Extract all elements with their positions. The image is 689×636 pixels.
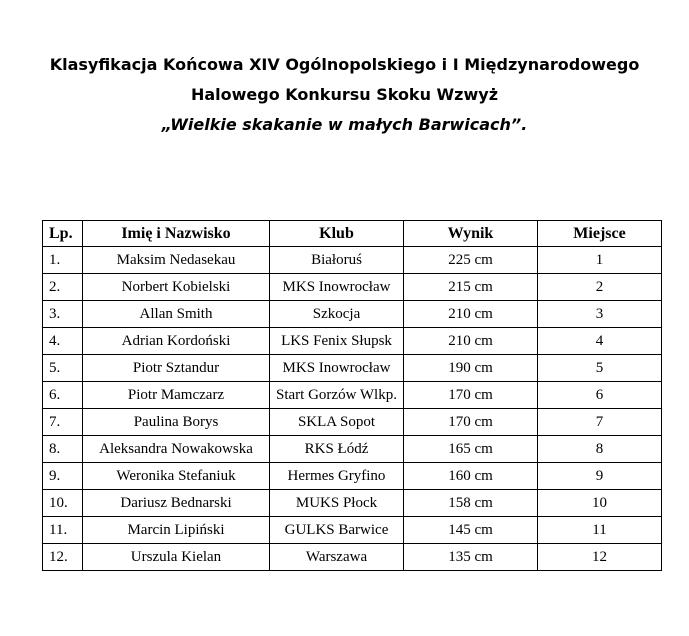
table-row	[43, 301, 662, 328]
cell-name: Marcin Lipiński	[83, 517, 270, 544]
cell-lp: 1.	[43, 247, 83, 274]
table-row	[43, 463, 662, 490]
cell-name: Piotr Mamczarz	[83, 382, 270, 409]
cell-place: 10	[538, 490, 662, 517]
cell-club: MKS Inowrocław	[270, 274, 404, 301]
cell-result: 160 cm	[404, 463, 538, 490]
results-table	[42, 220, 662, 571]
header-lp: Lp.	[43, 221, 83, 247]
cell-place: 8	[538, 436, 662, 463]
cell-result: 170 cm	[404, 409, 538, 436]
cell-name: Urszula Kielan	[83, 544, 270, 571]
cell-lp: 12.	[43, 544, 83, 571]
table-row	[43, 382, 662, 409]
table-row	[43, 490, 662, 517]
header-name: Imię i Nazwisko	[83, 221, 270, 247]
table-row	[43, 355, 662, 382]
cell-club: Szkocja	[270, 301, 404, 328]
cell-club: Białoruś	[270, 247, 404, 274]
cell-name: Weronika Stefaniuk	[83, 463, 270, 490]
cell-result: 145 cm	[404, 517, 538, 544]
cell-place: 1	[538, 247, 662, 274]
table-row	[43, 409, 662, 436]
cell-result: 225 cm	[404, 247, 538, 274]
cell-lp: 2.	[43, 274, 83, 301]
cell-place: 7	[538, 409, 662, 436]
cell-name: Aleksandra Nowakowska	[83, 436, 270, 463]
table-row	[43, 247, 662, 274]
document-title	[0, 50, 689, 140]
header-club: Klub	[270, 221, 404, 247]
cell-name: Piotr Sztandur	[83, 355, 270, 382]
cell-name: Paulina Borys	[83, 409, 270, 436]
table-body	[43, 247, 662, 571]
cell-lp: 9.	[43, 463, 83, 490]
table-row	[43, 436, 662, 463]
table-row	[43, 274, 662, 301]
cell-lp: 10.	[43, 490, 83, 517]
title-line-1: Klasyfikacja Końcowa XIV Ogólnopolskiego i I Międzynarodowego	[49, 55, 640, 74]
cell-place: 5	[538, 355, 662, 382]
cell-club: LKS Fenix Słupsk	[270, 328, 404, 355]
cell-lp: 8.	[43, 436, 83, 463]
cell-result: 170 cm	[404, 382, 538, 409]
cell-club: Start Gorzów Wlkp.	[270, 382, 404, 409]
cell-place: 6	[538, 382, 662, 409]
cell-name: Dariusz Bednarski	[83, 490, 270, 517]
cell-lp: 4.	[43, 328, 83, 355]
cell-name: Adrian Kordoński	[83, 328, 270, 355]
cell-club: MKS Inowrocław	[270, 355, 404, 382]
cell-result: 135 cm	[404, 544, 538, 571]
cell-result: 215 cm	[404, 274, 538, 301]
cell-place: 12	[538, 544, 662, 571]
table-header-row	[43, 221, 662, 247]
cell-result: 190 cm	[404, 355, 538, 382]
title-line-2: Halowego Konkursu Skoku Wzwyż	[190, 85, 499, 104]
table-row	[43, 328, 662, 355]
cell-result: 158 cm	[404, 490, 538, 517]
cell-result: 210 cm	[404, 301, 538, 328]
cell-club: Hermes Gryfino	[270, 463, 404, 490]
cell-lp: 3.	[43, 301, 83, 328]
cell-name: Maksim Nedasekau	[83, 247, 270, 274]
cell-lp: 6.	[43, 382, 83, 409]
header-result: Wynik	[404, 221, 538, 247]
cell-lp: 11.	[43, 517, 83, 544]
cell-club: Warszawa	[270, 544, 404, 571]
cell-result: 210 cm	[404, 328, 538, 355]
cell-place: 3	[538, 301, 662, 328]
cell-club: GULKS Barwice	[270, 517, 404, 544]
cell-place: 11	[538, 517, 662, 544]
table-row	[43, 544, 662, 571]
header-place: Miejsce	[538, 221, 662, 247]
cell-club: RKS Łódź	[270, 436, 404, 463]
cell-club: SKLA Sopot	[270, 409, 404, 436]
table-row	[43, 517, 662, 544]
cell-place: 9	[538, 463, 662, 490]
cell-lp: 7.	[43, 409, 83, 436]
cell-lp: 5.	[43, 355, 83, 382]
cell-result: 165 cm	[404, 436, 538, 463]
cell-name: Allan Smith	[83, 301, 270, 328]
cell-club: MUKS Płock	[270, 490, 404, 517]
cell-place: 2	[538, 274, 662, 301]
title-line-3: „Wielkie skakanie w małych Barwicach”.	[161, 115, 528, 134]
cell-place: 4	[538, 328, 662, 355]
cell-name: Norbert Kobielski	[83, 274, 270, 301]
